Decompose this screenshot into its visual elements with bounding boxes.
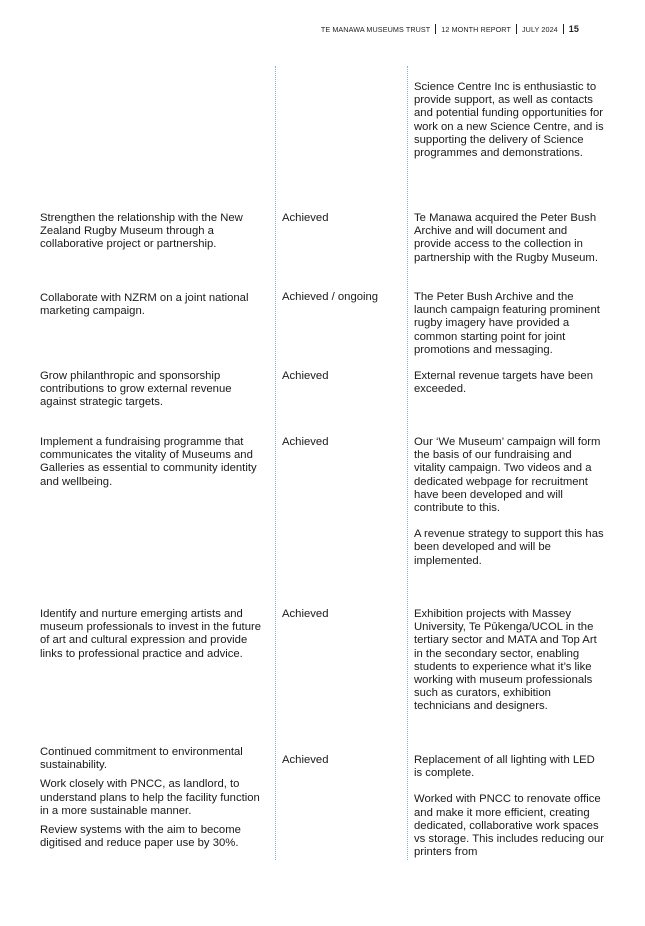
comment-text: Worked with PNCC to renovate office and make it more efficient, creating dedicated, collaborative work spaces vs storage. This includes reducing our printers from <box>414 793 605 859</box>
objective-cell <box>40 212 268 252</box>
page-number: 15 <box>568 24 579 34</box>
comment-text: Science Centre Inc is enthusiastic to provide support, as well as contacts and potential funding opportunities for work on a new Science Centre, and is supporting the delivery of Science programmes and demonstrations. <box>414 81 604 160</box>
comment-text: Te Manawa acquired the Peter Bush Archive and will document and provide access to the collection in partnership with the Rugby Museum. <box>414 212 598 264</box>
objective-cell <box>40 292 268 318</box>
comment-text: The Peter Bush Archive and the launch campaign featuring prominent rugby imagery have provided a common starting point for joint promotions and messaging. <box>414 291 600 356</box>
comment-text: External revenue targets have been exceeded. <box>414 370 593 396</box>
column-divider-2 <box>407 66 408 860</box>
objective-text: Identify and nurture emerging artists and museum professionals to invest in the future of art and cultural expression and provide links to professional practice and advice. <box>40 608 262 660</box>
running-header <box>321 24 579 34</box>
comment-cell <box>414 212 606 265</box>
header-date: JULY 2024 <box>521 24 558 34</box>
comment-text: Replacement of all lighting with LED is complete. <box>414 754 595 780</box>
objective-text: Implement a fundraising programme that communicates the vitality of Museums and Galleries as essential to community identity and wellbeing. <box>40 436 257 488</box>
objective-cell <box>40 746 268 850</box>
column-divider-1 <box>275 66 276 860</box>
status-text: Achieved <box>282 370 329 382</box>
header-separator <box>516 24 517 34</box>
status-text: Achieved <box>282 608 329 620</box>
status-text: Achieved <box>282 754 329 766</box>
comment-cell <box>414 291 606 357</box>
comment-cell <box>414 754 606 859</box>
objective-cell <box>40 436 268 489</box>
objective-cell <box>40 370 268 410</box>
header-separator <box>435 24 436 34</box>
status-text: Achieved <box>282 436 329 448</box>
header-separator <box>563 24 564 34</box>
comment-text: Our ‘We Museum’ campaign will form the basis of our fundraising and vitality campaign. Two videos and a dedicated webpage for recruitment have been developed and will contribute to this. <box>414 436 601 515</box>
status-cell <box>282 212 402 225</box>
comment-text: A revenue strategy to support this has been developed and will be implemented. <box>414 528 604 567</box>
comment-cell <box>414 370 606 396</box>
status-text: Achieved <box>282 212 329 224</box>
comment-cell <box>414 608 606 714</box>
objective-text: Collaborate with NZRM on a joint national marketing campaign. <box>40 292 249 318</box>
comment-cell <box>414 81 606 160</box>
status-cell <box>282 608 402 621</box>
status-cell <box>282 370 402 383</box>
status-cell <box>282 436 402 449</box>
header-report: 12 MONTH REPORT <box>441 24 511 34</box>
comment-text: Exhibition projects with Massey University, Te Pūkenga/UCOL in the tertiary sector and MATA and Top Art in the secondary sector, enabling students to experience what it’s like working with museum professionals such as curators, exhibition technicians and designers. <box>414 608 597 713</box>
comment-cell <box>414 436 606 568</box>
objective-text: Review systems with the aim to become digitised and reduce paper use by 30%. <box>40 824 241 850</box>
objective-text: Strengthen the relationship with the New Zealand Rugby Museum through a collaborative project or partnership. <box>40 212 243 251</box>
objective-text: Work closely with PNCC, as landlord, to understand plans to help the facility function in a more sustainable manner. <box>40 778 260 817</box>
objective-cell <box>40 608 268 661</box>
status-cell <box>282 291 402 304</box>
status-text: Achieved / ongoing <box>282 291 379 303</box>
status-cell <box>282 754 402 767</box>
objective-text: Grow philanthropic and sponsorship contributions to grow external revenue against strategic targets. <box>40 370 232 409</box>
header-org: TE MANAWA MUSEUMS TRUST <box>320 24 431 34</box>
objective-text: Continued commitment to environmental sustainability. <box>40 746 243 772</box>
